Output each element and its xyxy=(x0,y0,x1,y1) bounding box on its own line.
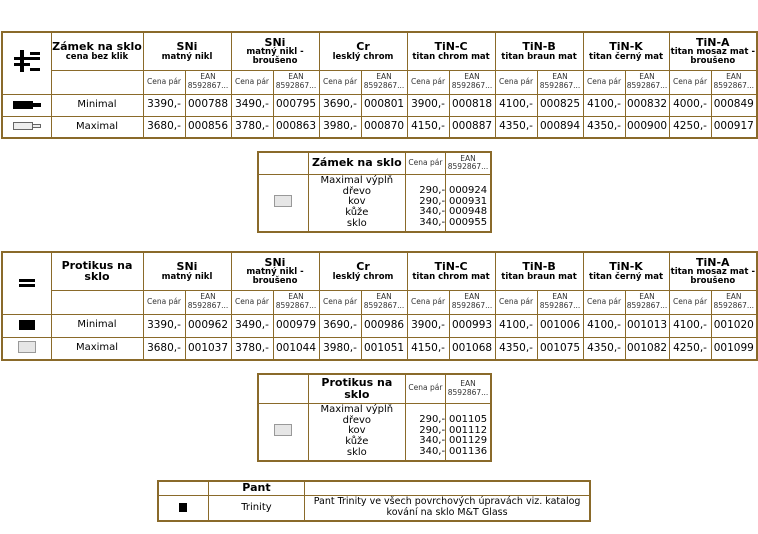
ean-cell: 001013 xyxy=(625,314,669,337)
table-row xyxy=(2,116,757,138)
fill-items: dřevo kov kůže sklo xyxy=(342,414,372,458)
blank-cell xyxy=(305,481,590,495)
ean-subheader: EAN 8592867... xyxy=(361,290,407,314)
finish-name: matný nikl - broušeno xyxy=(246,267,304,287)
blank-cell xyxy=(51,70,143,94)
ean-cell: 000801 xyxy=(361,94,407,116)
ean-cell: 000832 xyxy=(625,94,669,116)
maximal-strike-icon xyxy=(18,341,36,353)
ean-cell: 001051 xyxy=(361,337,407,360)
price-cell: 3680,- xyxy=(143,116,185,138)
finish-name: matný nikl - broušeno xyxy=(246,47,304,67)
ean-subheader: EAN 8592867... xyxy=(446,374,491,403)
fill-eans-cell xyxy=(446,174,491,232)
finish-header xyxy=(231,252,319,290)
fill-swatch-icon xyxy=(274,195,292,207)
price-subheader: Cena pár xyxy=(319,70,361,94)
finish-code: TiN-K xyxy=(609,40,643,54)
strike-icon xyxy=(17,278,37,288)
fill-head: Maximal výplň xyxy=(320,403,394,415)
lock-fill-title: Zámek na sklo xyxy=(308,152,405,174)
row-label: Maximal xyxy=(51,116,143,138)
ean-cell: 001020 xyxy=(711,314,757,337)
ean-cell: 000917 xyxy=(711,116,757,138)
price-cell: 4100,- xyxy=(495,314,537,337)
ean-cell: 001068 xyxy=(449,337,495,360)
price-subheader: Cena pár xyxy=(583,70,625,94)
maximal-strike-icon-cell xyxy=(2,337,51,360)
fill-icon-cell xyxy=(258,174,308,232)
ean-cell: 000900 xyxy=(625,116,669,138)
minimal-lock-icon-cell xyxy=(2,94,51,116)
finish-code: TiN-K xyxy=(609,260,643,274)
price-subheader: Cena pár xyxy=(231,70,273,94)
finish-header xyxy=(231,32,319,70)
ean-cell: 001099 xyxy=(711,337,757,360)
blank-cell xyxy=(158,481,208,495)
finish-header xyxy=(143,252,231,290)
minimal-strike-icon xyxy=(19,320,35,330)
blank-cell xyxy=(258,374,308,403)
ean-subheader: EAN 8592867... xyxy=(625,70,669,94)
finish-header xyxy=(407,252,495,290)
price-subheader: Cena pár xyxy=(405,152,445,174)
ean-cell: 001082 xyxy=(625,337,669,360)
finish-code: TiN-B xyxy=(522,260,556,274)
finish-code: TiN-C xyxy=(434,260,468,274)
finish-header xyxy=(669,32,757,70)
finish-code: TiN-A xyxy=(696,255,730,269)
lock-icon-cell xyxy=(2,32,51,94)
price-cell: 4350,- xyxy=(583,116,625,138)
finish-code: SNi xyxy=(176,260,198,274)
lock-table-title xyxy=(51,32,143,70)
ean-cell: 000788 xyxy=(185,94,231,116)
finish-header xyxy=(669,252,757,290)
ean-subheader: EAN 8592867... xyxy=(185,70,231,94)
ean-cell: 000849 xyxy=(711,94,757,116)
ean-cell: 000993 xyxy=(449,314,495,337)
hinge-table xyxy=(157,480,591,522)
price-cell: 4000,- xyxy=(669,94,711,116)
ean-cell: 001037 xyxy=(185,337,231,360)
price-cell: 4100,- xyxy=(583,314,625,337)
blank-cell xyxy=(258,152,308,174)
price-cell: 4250,- xyxy=(669,116,711,138)
finish-code: Cr xyxy=(356,260,370,274)
finish-header xyxy=(583,32,669,70)
finish-header xyxy=(407,32,495,70)
fill-items: dřevo kov kůže sklo xyxy=(342,185,372,229)
finish-code: TiN-C xyxy=(434,40,468,54)
finish-header xyxy=(583,252,669,290)
price-subheader: Cena pár xyxy=(407,290,449,314)
strike-fill-table xyxy=(257,373,492,462)
price-subheader: Cena pár xyxy=(143,70,185,94)
finish-code: TiN-A xyxy=(696,35,730,49)
strike-icon-cell xyxy=(2,252,51,314)
fill-prices-cell xyxy=(405,174,445,232)
price-cell: 4100,- xyxy=(669,314,711,337)
finish-header xyxy=(319,252,407,290)
price-cell: 4100,- xyxy=(583,94,625,116)
lock-price-table xyxy=(1,31,758,139)
ean-cell: 000986 xyxy=(361,314,407,337)
price-subheader: Cena pár xyxy=(669,70,711,94)
ean-subheader: EAN 8592867... xyxy=(711,290,757,314)
lock-icon xyxy=(12,48,42,74)
finish-header xyxy=(495,32,583,70)
price-cell: 3980,- xyxy=(319,116,361,138)
price-cell: 3690,- xyxy=(319,94,361,116)
finish-name: titan černý mat xyxy=(589,271,664,282)
ean-cell: 001044 xyxy=(273,337,319,360)
price-cell: 4250,- xyxy=(669,337,711,360)
ean-subheader: EAN 8592867... xyxy=(537,290,583,314)
price-cell: 3900,- xyxy=(407,94,449,116)
price-cell: 4350,- xyxy=(495,116,537,138)
price-cell: 4350,- xyxy=(583,337,625,360)
table-row xyxy=(2,94,757,116)
ean-cell: 000863 xyxy=(273,116,319,138)
ean-subheader: EAN 8592867... xyxy=(273,70,319,94)
table-row xyxy=(2,337,757,360)
hinge-icon xyxy=(179,503,187,512)
ean-cell: 000795 xyxy=(273,94,319,116)
price-cell: 3390,- xyxy=(143,94,185,116)
price-subheader: Cena pár xyxy=(495,290,537,314)
hinge-label: Trinity xyxy=(208,495,304,521)
price-cell: 4100,- xyxy=(495,94,537,116)
price-cell: 4350,- xyxy=(495,337,537,360)
ean-cell: 000825 xyxy=(537,94,583,116)
finish-header xyxy=(143,32,231,70)
finish-code: SNi xyxy=(176,40,198,54)
hinge-title: Pant xyxy=(208,481,304,495)
price-cell: 3680,- xyxy=(143,337,185,360)
ean-cell: 000887 xyxy=(449,116,495,138)
ean-subheader: EAN 8592867... xyxy=(449,70,495,94)
fill-eans: 000924 000931 000948 000955 xyxy=(448,184,488,229)
finish-name: titan chrom mat xyxy=(412,51,490,62)
price-cell: 4150,- xyxy=(407,337,449,360)
fill-prices: 290,- 290,- 340,- 340,- xyxy=(419,184,446,229)
ean-cell: 000979 xyxy=(273,314,319,337)
finish-code: TiN-B xyxy=(522,40,556,54)
finish-header xyxy=(495,252,583,290)
ean-subheader: EAN 8592867... xyxy=(537,70,583,94)
row-label: Minimal xyxy=(51,94,143,116)
lock-title: Zámek na sklo xyxy=(52,40,142,54)
finish-name: matný nikl xyxy=(161,271,213,282)
finish-name: titan mosaz mat - broušeno xyxy=(670,267,755,287)
ean-cell: 000962 xyxy=(185,314,231,337)
minimal-lock-icon xyxy=(13,100,41,110)
price-cell: 3490,- xyxy=(231,314,273,337)
blank-cell xyxy=(51,290,143,314)
fill-prices-cell xyxy=(405,403,445,461)
fill-head: Maximal výplň xyxy=(320,174,394,186)
price-cell: 4150,- xyxy=(407,116,449,138)
fill-items-cell xyxy=(308,174,405,232)
fill-swatch-icon xyxy=(274,424,292,436)
price-cell: 3780,- xyxy=(231,337,273,360)
price-subheader: Cena pár xyxy=(407,70,449,94)
ean-subheader: EAN 8592867... xyxy=(185,290,231,314)
ean-cell: 001075 xyxy=(537,337,583,360)
ean-subheader: EAN 8592867... xyxy=(273,290,319,314)
finish-name: titan braun mat xyxy=(501,271,577,282)
table-row xyxy=(2,314,757,337)
fill-icon-cell xyxy=(258,403,308,461)
hinge-icon-cell xyxy=(158,495,208,521)
finish-name: lesklý chrom xyxy=(332,51,394,62)
finish-code: SNi xyxy=(264,35,286,49)
finish-code: SNi xyxy=(264,255,286,269)
ean-subheader: EAN 8592867... xyxy=(711,70,757,94)
strike-price-table xyxy=(1,251,758,361)
ean-subheader: EAN 8592867... xyxy=(449,290,495,314)
price-subheader: Cena pár xyxy=(231,290,273,314)
price-cell: 3900,- xyxy=(407,314,449,337)
ean-cell: 000870 xyxy=(361,116,407,138)
ean-subheader: EAN 8592867... xyxy=(446,152,491,174)
price-subheader: Cena pár xyxy=(143,290,185,314)
price-subheader: Cena pár xyxy=(495,70,537,94)
finish-name: lesklý chrom xyxy=(332,271,394,282)
ean-cell: 000818 xyxy=(449,94,495,116)
hinge-text: Pant Trinity ve všech povrchových úpravách viz. katalog kování na sklo M&T Glass xyxy=(305,495,590,521)
ean-subheader: EAN 8592867... xyxy=(625,290,669,314)
price-subheader: Cena pár xyxy=(669,290,711,314)
ean-cell: 000894 xyxy=(537,116,583,138)
price-cell: 3980,- xyxy=(319,337,361,360)
finish-header xyxy=(319,32,407,70)
price-subheader: Cena pár xyxy=(405,374,445,403)
lock-subtitle: cena bez klik xyxy=(65,51,129,62)
maximal-lock-icon-cell xyxy=(2,116,51,138)
finish-name: titan černý mat xyxy=(589,51,664,62)
minimal-strike-icon-cell xyxy=(2,314,51,337)
ean-subheader: EAN 8592867... xyxy=(361,70,407,94)
finish-name: titan mosaz mat - broušeno xyxy=(670,47,755,67)
price-cell: 3390,- xyxy=(143,314,185,337)
lock-fill-table xyxy=(257,151,492,233)
finish-name: titan chrom mat xyxy=(412,271,490,282)
strike-fill-title: Protikus na sklo xyxy=(308,374,405,403)
price-subheader: Cena pár xyxy=(583,290,625,314)
fill-items-cell xyxy=(308,403,405,461)
strike-table-title xyxy=(51,252,143,290)
ean-cell: 000856 xyxy=(185,116,231,138)
finish-name: matný nikl xyxy=(161,51,213,62)
finish-name: titan braun mat xyxy=(501,51,577,62)
maximal-lock-icon xyxy=(13,121,41,131)
strike-title: Protikus na sklo xyxy=(61,258,133,284)
fill-eans-cell xyxy=(446,403,491,461)
ean-cell: 001006 xyxy=(537,314,583,337)
fill-eans: 001105 001112 001129 001136 xyxy=(448,413,488,458)
row-label: Minimal xyxy=(51,314,143,337)
price-cell: 3690,- xyxy=(319,314,361,337)
row-label: Maximal xyxy=(51,337,143,360)
price-cell: 3490,- xyxy=(231,94,273,116)
price-subheader: Cena pár xyxy=(319,290,361,314)
finish-code: Cr xyxy=(356,40,370,54)
fill-prices: 290,- 290,- 340,- 340,- xyxy=(419,413,446,458)
price-cell: 3780,- xyxy=(231,116,273,138)
